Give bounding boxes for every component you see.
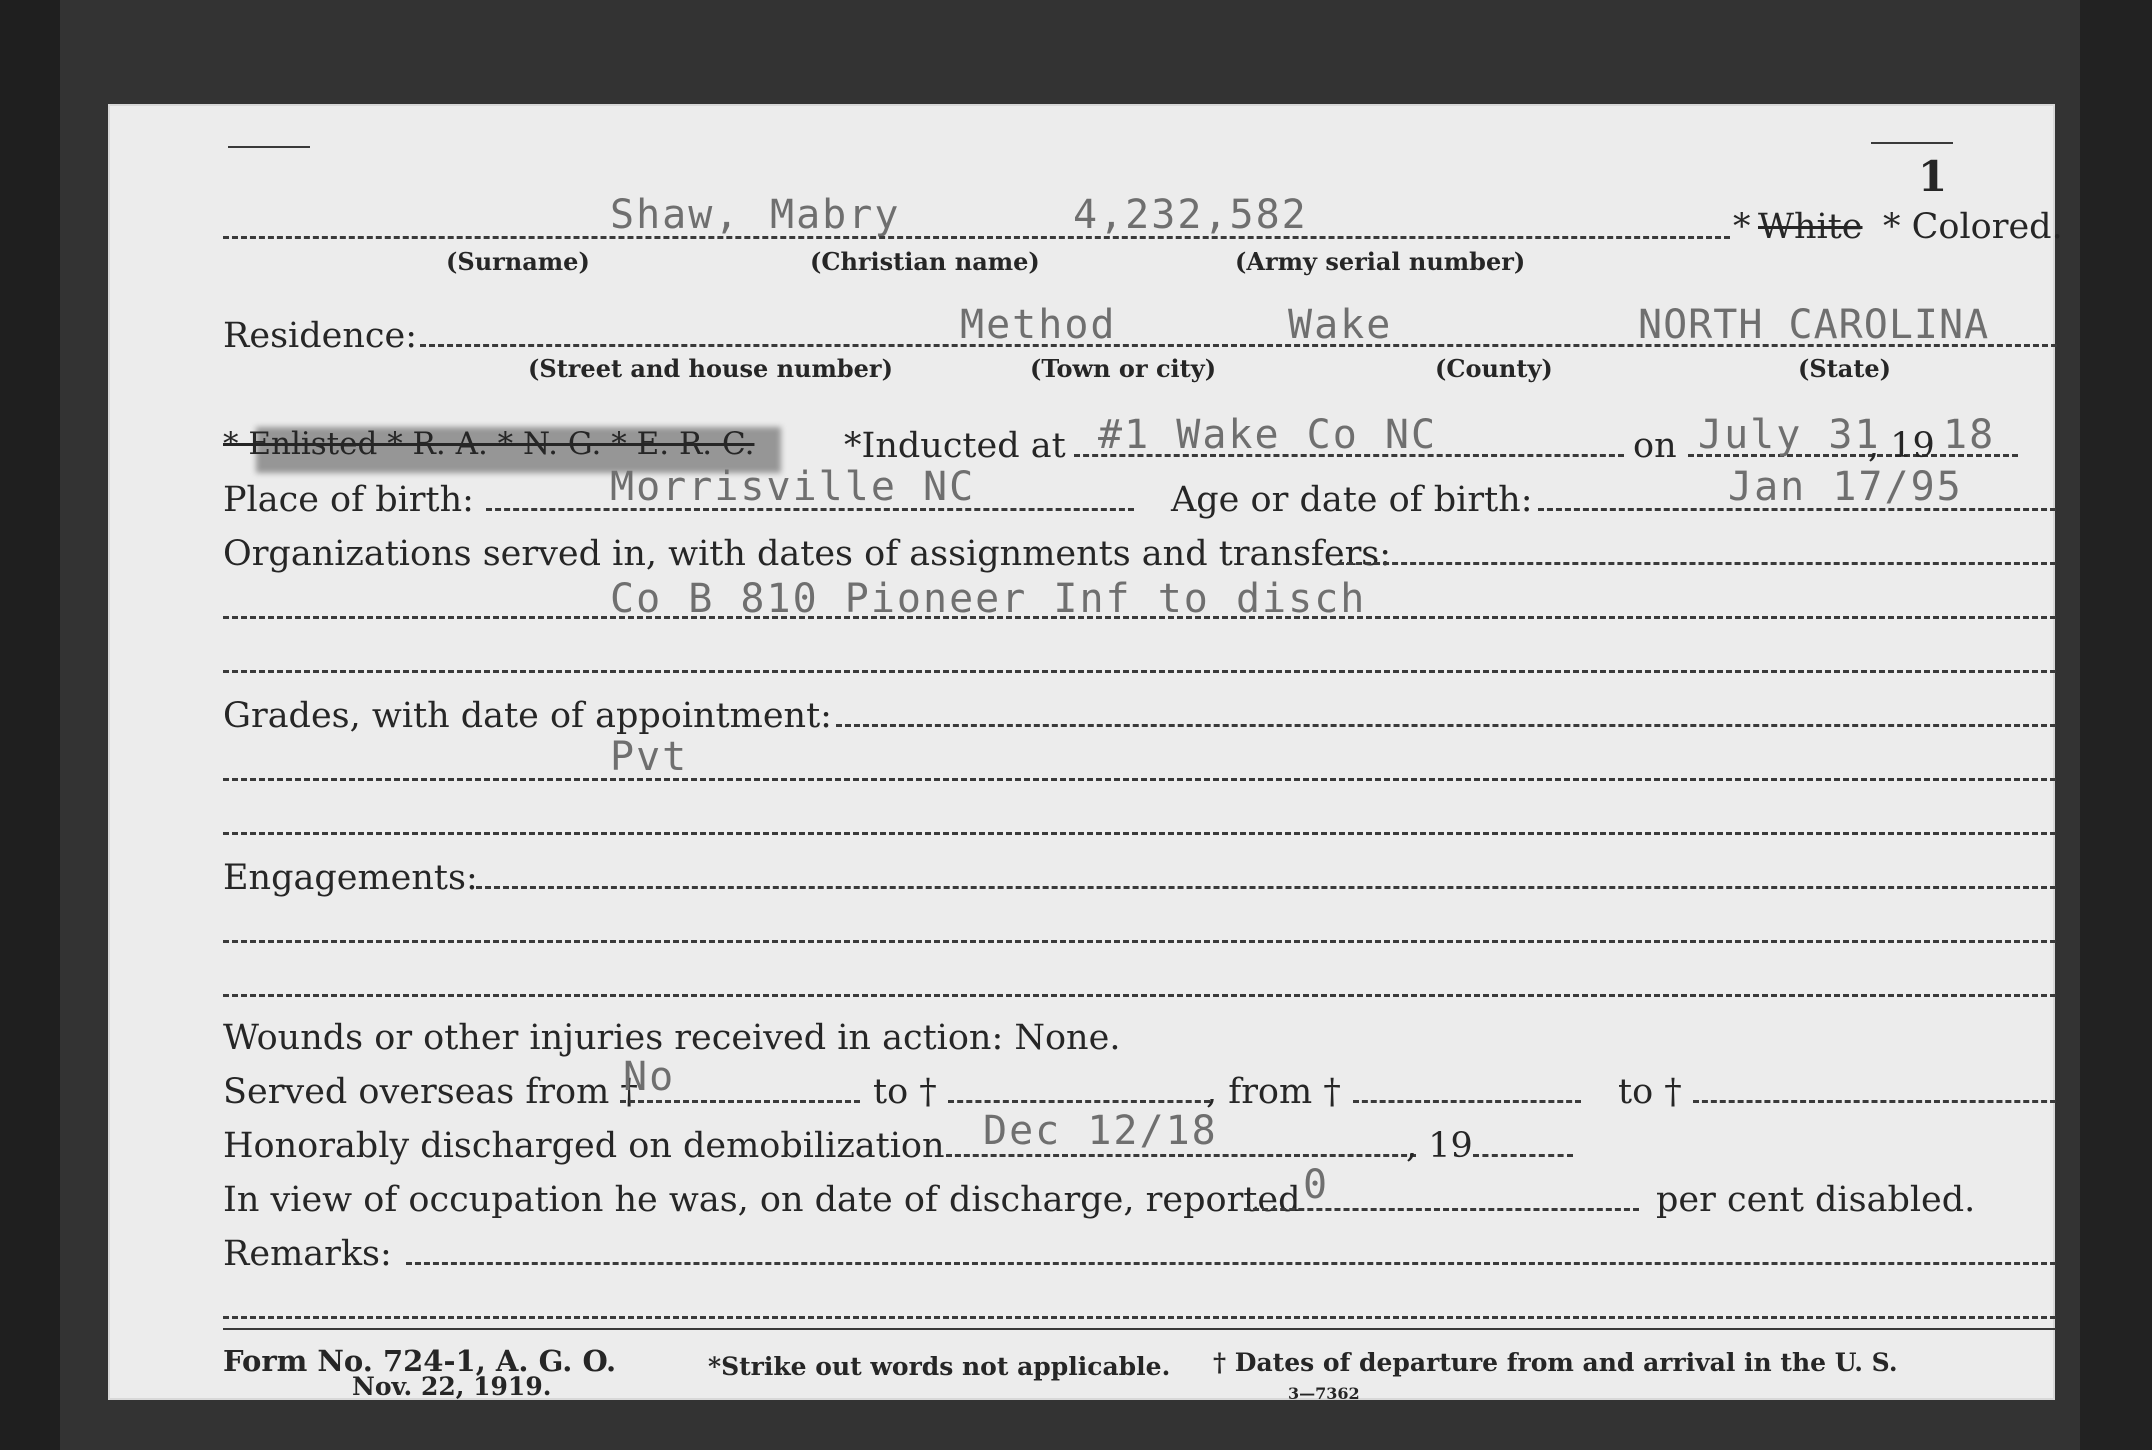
top-left-rule	[228, 146, 310, 148]
organizations-line-1	[1338, 562, 2056, 565]
engagements-line-1	[476, 886, 2056, 889]
strike-note: *Strike out words not applicable.	[708, 1352, 1171, 1381]
engagements-line-3	[223, 994, 2056, 997]
scan-edge-right	[2080, 0, 2152, 1450]
christian-name-value: Mabry	[770, 192, 901, 238]
serial-number-value: 4,232,582	[1073, 192, 1308, 238]
print-code: 3—7362	[1288, 1384, 1360, 1403]
overseas-from2-line	[1353, 1100, 1581, 1103]
scan-edge-left	[0, 0, 60, 1450]
discharge-label: Honorably discharged on demobilization	[223, 1126, 945, 1166]
disability-value: 0	[1303, 1162, 1330, 1208]
engagements-line-2	[223, 940, 2056, 943]
remarks-line-2	[223, 1316, 2056, 1319]
remarks-label: Remarks:	[223, 1234, 392, 1274]
place-of-birth-value: Morrisville NC	[610, 464, 976, 510]
wounds-label: Wounds or other injuries received in action: None.	[223, 1018, 1121, 1058]
disability-line	[1244, 1208, 1639, 1211]
inducted-date: July 31	[1698, 412, 1881, 458]
grades-label: Grades, with date of appointment:	[223, 696, 832, 736]
overseas-from2-label: , from †	[1206, 1072, 1341, 1112]
inducted-year-prefix: , 19	[1868, 426, 1935, 466]
race-colored: * Colored.	[1883, 207, 2063, 247]
overseas-from-value: No	[623, 1054, 676, 1100]
footer-rule	[223, 1328, 2056, 1330]
age-label: Age or date of birth:	[1171, 480, 1533, 520]
race-star-1: *	[1733, 207, 1751, 247]
organizations-value: Co B 810 Pioneer Inf to disch	[610, 576, 1367, 622]
date-of-birth-value: Jan 17/95	[1728, 464, 1963, 510]
caption-surname: (Surname)	[446, 247, 590, 276]
disability-suffix: per cent disabled.	[1656, 1180, 1976, 1220]
discharge-year-prefix: , 19	[1406, 1126, 1473, 1166]
remarks-line-1	[406, 1262, 2056, 1265]
inducted-place: #1 Wake Co NC	[1098, 412, 1438, 458]
caption-serial-number: (Army serial number)	[1235, 247, 1526, 276]
card-number: 1	[1918, 152, 1948, 201]
residence-county: Wake	[1288, 302, 1393, 348]
organizations-label: Organizations served in, with dates of assignments and transfers:	[223, 534, 1392, 574]
caption-street: (Street and house number)	[528, 354, 893, 383]
name-line	[223, 236, 1730, 239]
top-right-rule	[1871, 142, 1953, 144]
inducted-year: 18	[1943, 412, 1996, 458]
on-label: on	[1633, 426, 1677, 466]
overseas-to-label: to †	[873, 1072, 937, 1112]
surname-value: Shaw,	[610, 192, 741, 238]
form-date: Nov. 22, 1919.	[352, 1372, 552, 1401]
service-record-card	[108, 104, 2063, 1403]
place-of-birth-label: Place of birth:	[223, 480, 474, 520]
overseas-to2-label: to †	[1618, 1072, 1682, 1112]
residence-state: NORTH CAROLINA	[1638, 302, 1990, 348]
caption-county: (County)	[1435, 354, 1553, 383]
caption-christian-name: (Christian name)	[810, 247, 1040, 276]
organizations-line-2	[223, 616, 2056, 619]
overseas-to2-line	[1693, 1100, 2056, 1103]
overseas-from-line	[620, 1100, 860, 1103]
overseas-from-label: Served overseas from †	[223, 1072, 638, 1112]
enlistment-options-struck: * Enlisted * R. A. * N. G. * E. R. C.	[223, 426, 755, 462]
residence-label: Residence:	[223, 316, 417, 356]
discharge-date: Dec 12/18	[983, 1108, 1218, 1154]
inducted-label: *Inducted at	[844, 426, 1066, 466]
organizations-line-3	[223, 670, 2056, 673]
grades-value: Pvt	[610, 734, 689, 780]
engagements-label: Engagements:	[223, 858, 478, 898]
overseas-to-line	[948, 1100, 1210, 1103]
discharge-date-line	[946, 1154, 1416, 1157]
discharge-year-line	[1473, 1154, 1573, 1157]
disability-label: In view of occupation he was, on date of discharge, reported	[223, 1180, 1301, 1220]
caption-state: (State)	[1798, 354, 1892, 383]
caption-town: (Town or city)	[1030, 354, 1217, 383]
grades-line-1	[836, 724, 2056, 727]
form-number: Form No. 724-1, A. G. O.	[223, 1344, 617, 1378]
grades-line-3	[223, 832, 2056, 835]
dates-note: † Dates of departure from and arrival in the U. S.	[1213, 1348, 1898, 1377]
residence-town: Method	[960, 302, 1117, 348]
grades-line-2	[223, 778, 2056, 781]
race-white-struck: White	[1758, 207, 1863, 247]
